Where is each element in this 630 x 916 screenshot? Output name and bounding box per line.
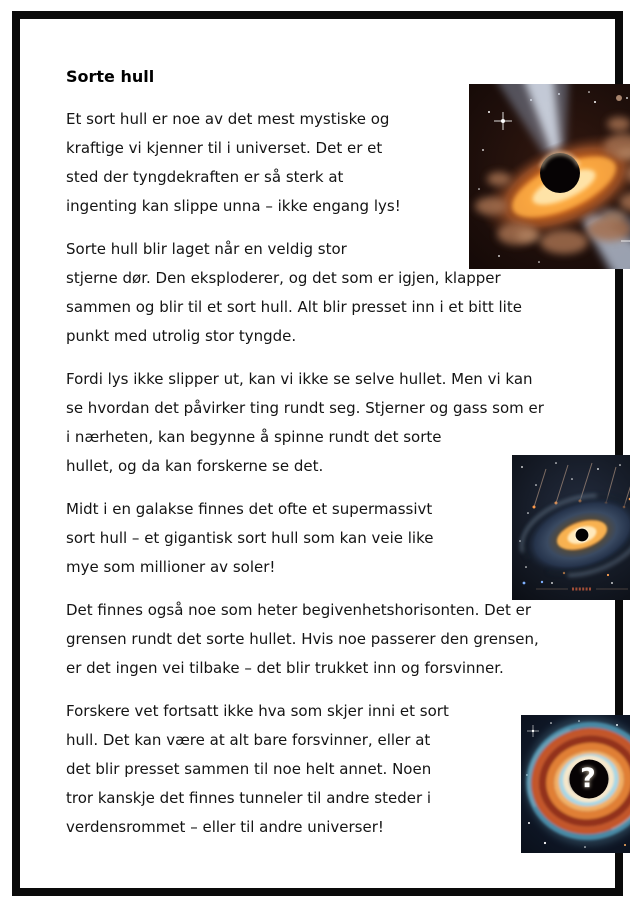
text-line: er det ingen vei tilbake – det blir trukket inn og forsvinner. [66,659,504,677]
spiral-galaxy-image [512,455,630,600]
text-line: sort hull – et gigantisk sort hull som kan veie like [66,529,434,547]
paragraph-event-horizon [66,596,544,683]
text-line: Fordi lys ikke slipper ut, kan vi ikke se selve hullet. Men vi kan [66,370,533,388]
text-line: punkt med utrolig stor tyngde. [66,327,297,345]
text-line: Det finnes også noe som heter begivenhetshorisonten. Det er [66,601,531,619]
black-hole-accretion-disk-image [469,84,630,269]
text-line: ingenting kan slippe unna – ikke engang lys! [66,197,401,215]
text-line: det blir presset sammen til noe helt annet. Noen [66,760,432,778]
text-line: Forskere vet fortsatt ikke hva som skjer inni et sort [66,702,449,720]
text-line: tror kanskje det finnes tunneler til andre steder i [66,789,432,807]
text-line: grensen rundt det sorte hullet. Hvis noe passerer den grensen, [66,630,539,648]
text-line: hullet, og da kan forskerne se det. [66,457,324,475]
text-line: kraftige vi kjenner til i universet. Det er et [66,139,383,157]
document-title: Sorte hull [66,67,155,86]
black-hole [575,528,589,542]
question-mark-label: ? [580,762,596,794]
text-line: se hvordan det påvirker ting rundt seg. Stjerner og gass som er [66,399,544,417]
text-line: Et sort hull er noe av det mest mystiske og [66,110,390,128]
text-line: Sorte hull blir laget når en veldig stor [66,240,347,258]
paragraph-visibility [66,365,544,481]
text-line: stjerne dør. Den eksploderer, og det som er igjen, klapper [66,269,501,287]
text-line: sammen og blir til et sort hull. Alt blir presset inn i et bitt lite [66,298,522,316]
text-line: verdensrommet – eller til andre universer! [66,818,384,836]
black-hole-question-image [521,715,630,853]
text-line: sted der tyngdekraften er så sterk at [66,168,344,186]
paragraph-mystery [66,697,544,842]
paragraph-supermassive [66,495,544,582]
text-line: Midt i en galakse finnes det ofte et supermassivt [66,500,433,518]
text-line: i nærheten, kan begynne å spinne rundt det sorte [66,428,442,446]
black-hole [570,760,609,799]
text-line: mye som millioner av soler! [66,558,276,576]
text-line: hull. Det kan være at alt bare forsvinner, eller at [66,731,431,749]
